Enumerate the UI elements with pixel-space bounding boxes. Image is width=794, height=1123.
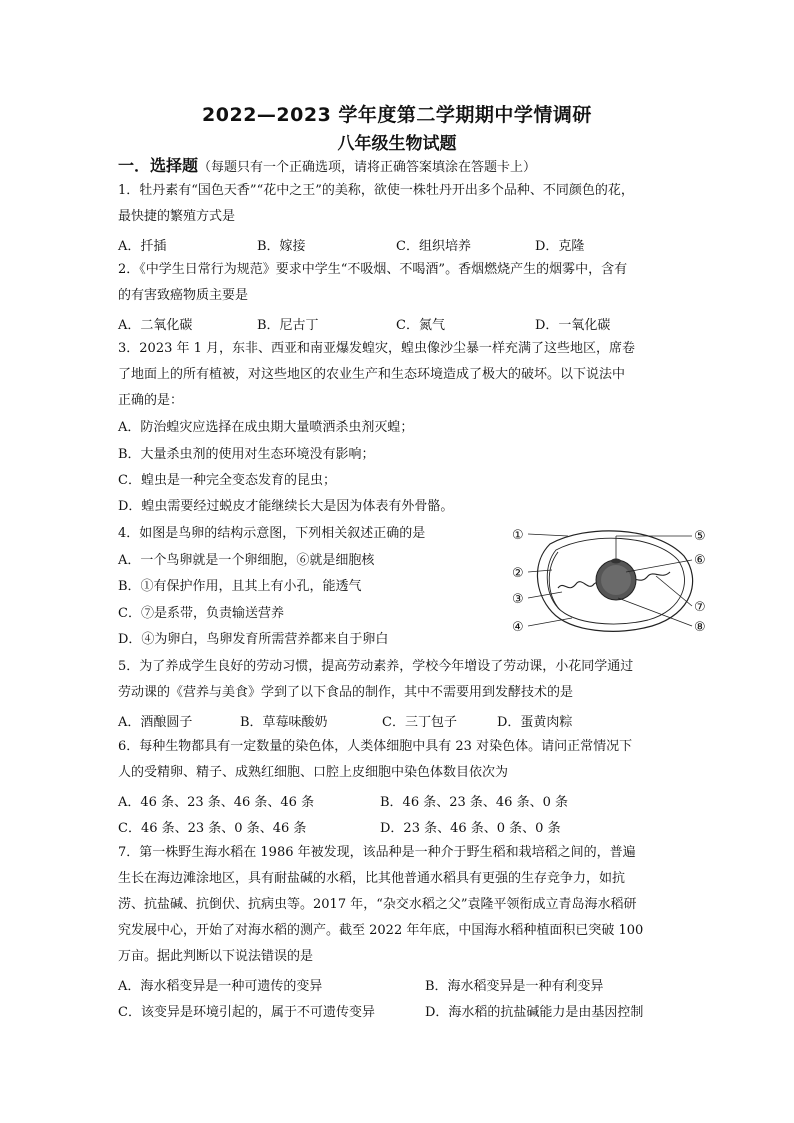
q7-option-d: D．海水稻的抗盐碱能力是由基因控制 <box>425 1005 644 1020</box>
q2-option-c: C．氮气 <box>396 318 445 333</box>
q7-stem-line2: 生长在海边滩涂地区，具有耐盐碱的水稻，比其他普通水稻具有更强的生存竞争力，如抗 <box>118 871 626 886</box>
q4-option-c: C．⑦是系带，负责输送营养 <box>118 606 284 621</box>
q7-stem-line3: 涝、抗盐碱、抗倒伏、抗病虫等。2017 年，“杂交水稻之父”袁隆平领衔成立青岛海水稻研 <box>118 897 637 912</box>
label-4: ④ <box>512 620 524 635</box>
q7-stem-line1: 7．第一株野生海水稻在 1986 年被发现，该品种是一种介于野生稻和栽培稻之间的，普遍 <box>118 845 636 860</box>
label-8: ⑧ <box>694 620 706 635</box>
q2-option-d: D．一氧化碳 <box>535 318 611 333</box>
q5-option-b: B．草莓味酸奶 <box>240 715 328 730</box>
exam-title: 2022—2023 学年度第二学期期中学情调研 <box>202 104 592 126</box>
q3-option-c: C．蝗虫是一种完全变态发育的昆虫； <box>118 473 336 488</box>
exam-subtitle: 八年级生物试题 <box>337 134 457 154</box>
label-6: ⑥ <box>694 553 706 568</box>
q3-stem-line2: 了地面上的所有植被，对这些地区的农业生产和生态环境造成了极大的破坏。以下说法中 <box>118 367 626 382</box>
q3-stem-line1: 3．2023 年 1 月，东非、西亚和南亚爆发蝗灾，蝗虫像沙尘暴一样充满了这些地区，席卷 <box>118 341 636 356</box>
q2-stem-line2: 的有害致癌物质主要是 <box>118 288 249 303</box>
q4-option-b: B．①有保护作用，且其上有小孔，能透气 <box>118 579 362 594</box>
section-header <box>118 153 536 176</box>
label-7: ⑦ <box>694 600 706 615</box>
q7-option-c: C．该变异是环境引起的，属于不可遗传变异 <box>118 1005 375 1020</box>
q7-option-a: A．海水稻变异是一种可遗传的变异 <box>118 979 323 994</box>
air-cell <box>549 552 560 610</box>
q1-stem-line1: 1．牡丹素有“国色天香”“花中之王”的美称，欲使一株牡丹开出多个品种、不同颜色的花， <box>118 183 634 198</box>
q3-option-b: B．大量杀虫剂的使用对生态环境没有影响； <box>118 447 375 462</box>
leader-6 <box>626 560 692 572</box>
q5-option-a: A．酒酿圆子 <box>118 715 193 730</box>
q4-option-d: D．④为卵白，鸟卵发育所需营养都来自于卵白 <box>118 632 389 647</box>
leader-1 <box>528 534 568 536</box>
q4-stem: 4．如图是鸟卵的结构示意图，下列相关叙述正确的是 <box>118 526 426 541</box>
q1-option-c: C．组织培养 <box>396 239 471 254</box>
q6-option-d: D．23 条、46 条、0 条、0 条 <box>380 821 561 836</box>
q7-stem-line4: 究发展中心，开始了对海水稻的测产。截至 2022 年年底，中国海水稻种植面积已突破 100 <box>118 923 644 938</box>
q1-stem-line2: 最快捷的繁殖方式是 <box>118 209 236 224</box>
bird-egg-diagram <box>506 522 712 640</box>
section-instruction: （每题只有一个正确选项，请将正确答案填涂在答题卡上） <box>198 160 537 175</box>
label-5: ⑤ <box>694 529 706 544</box>
q5-option-c: C．三丁包子 <box>382 715 457 730</box>
q2-option-a: A．二氧化碳 <box>118 318 193 333</box>
yolk-inner <box>601 565 631 595</box>
q6-stem-line1: 6．每种生物都具有一定数量的染色体，人类体细胞中具有 23 对染色体。请问正常情况下 <box>118 739 633 754</box>
q6-option-b: B．46 条、23 条、46 条、0 条 <box>380 795 568 810</box>
q2-option-b: B．尼古丁 <box>257 318 319 333</box>
q3-stem-line3: 正确的是： <box>118 393 184 408</box>
q5-option-d: D．蛋黄肉粽 <box>497 715 573 730</box>
q3-option-a: A．防治蝗灾应选择在成虫期大量喷洒杀虫剂灭蝗； <box>118 420 414 435</box>
q6-option-c: C．46 条、23 条、0 条、46 条 <box>118 821 307 836</box>
q4-option-a: A．一个鸟卵就是一个卵细胞，⑥就是细胞核 <box>118 553 375 568</box>
leader-3 <box>528 592 562 598</box>
label-3: ③ <box>512 592 524 607</box>
q6-stem-line2: 人的受精卵、精子、成熟红细胞、口腔上皮细胞中染色体数目依次为 <box>118 765 509 780</box>
leader-8 <box>618 598 692 626</box>
label-1: ① <box>512 528 524 543</box>
leader-2 <box>528 570 552 572</box>
q1-option-b: B．嫁接 <box>257 239 306 254</box>
q5-stem-line1: 5．为了养成学生良好的劳动习惯，提高劳动素养，学校今年增设了劳动课，小花同学通过 <box>118 659 634 674</box>
q1-option-d: D．克隆 <box>535 239 585 254</box>
section-heading: 一．选择题 <box>118 156 199 175</box>
label-2: ② <box>512 566 524 581</box>
q7-stem-line5: 万亩。据此判断以下说法错误的是 <box>118 949 314 964</box>
leader-7 <box>656 576 692 606</box>
q3-option-d: D．蝗虫需要经过蜕皮才能继续长大是因为体表有外骨骼。 <box>118 499 454 514</box>
q7-option-b: B．海水稻变异是一种有利变异 <box>425 979 604 994</box>
q2-stem-line1: 2．《中学生日常行为规范》要求中学生“不吸烟、不喝酒”。香烟燃烧产生的烟雾中，含有 <box>118 262 628 277</box>
q1-option-a: A．扦插 <box>118 239 167 254</box>
q6-option-a: A．46 条、23 条、46 条、46 条 <box>118 795 315 810</box>
q5-stem-line2: 劳动课的《营养与美食》学到了以下食品的制作，其中不需要用到发酵技术的是 <box>118 685 574 700</box>
